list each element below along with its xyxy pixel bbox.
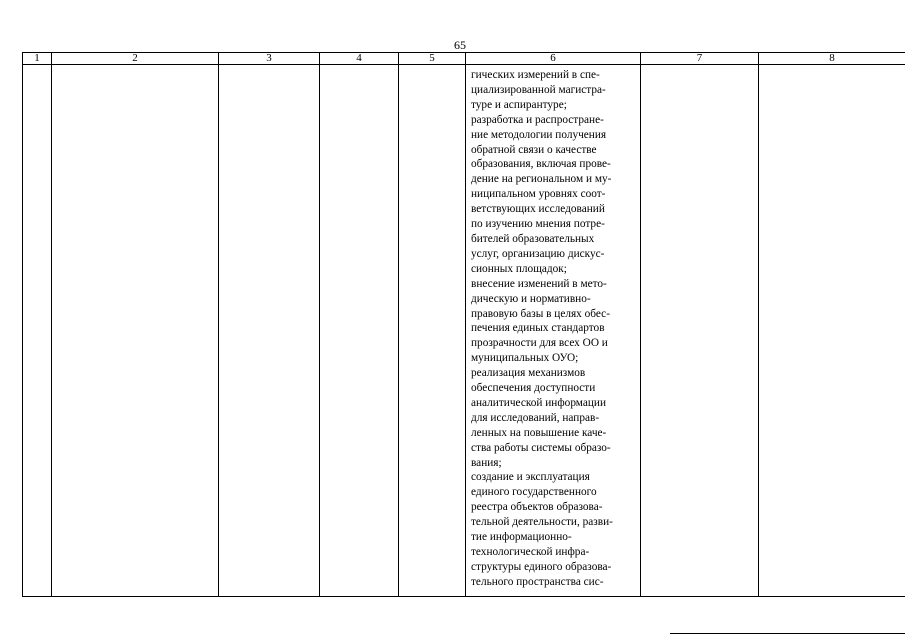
text-line: аналитической информации <box>471 396 607 409</box>
text-line: реестра объектов образова- <box>471 501 603 514</box>
text-line: образования, включая прове- <box>471 158 611 171</box>
text-line: вания; <box>471 456 502 469</box>
footer-rule <box>670 633 905 634</box>
cell-col-3 <box>219 65 320 597</box>
text-line: единого государственного <box>471 486 597 499</box>
column-6-text <box>466 65 640 590</box>
document-table <box>22 52 905 597</box>
text-line: правовую базы в целях обес- <box>471 307 610 320</box>
text-line: технологической инфра- <box>471 546 590 558</box>
column-header-3: 3 <box>219 53 320 65</box>
cell-col-7 <box>641 65 759 597</box>
text-line: обеспечения доступности <box>471 382 596 395</box>
text-line: дическую и нормативно- <box>471 292 591 305</box>
text-line: циализированной магистра- <box>471 83 606 96</box>
column-header-1: 1 <box>23 53 52 65</box>
column-header-8: 8 <box>759 53 905 65</box>
text-line: создание и эксплуатация <box>471 471 590 484</box>
column-header-5: 5 <box>399 53 466 65</box>
text-line: обратной связи о качестве <box>471 143 597 156</box>
text-line: ниципальном уровнях соот- <box>471 188 606 201</box>
table-row <box>23 65 905 597</box>
column-header-6: 6 <box>466 53 641 65</box>
text-line: прозрачности для всех ОО и <box>471 337 608 350</box>
text-line: внесение изменений в мето- <box>471 277 607 290</box>
cell-col-8 <box>759 65 905 597</box>
text-line: сионных площадок; <box>471 262 567 275</box>
text-line: разработка и распростране- <box>471 113 604 126</box>
cell-col-6 <box>466 65 641 597</box>
cell-col-1 <box>23 65 52 597</box>
text-line: ленных на повышение каче- <box>471 426 607 439</box>
text-line: структуры единого образова- <box>471 560 612 573</box>
text-line: по изучению мнения потре- <box>471 218 605 231</box>
text-line: ние методологии получения <box>471 128 607 141</box>
text-line: для исследований, направ- <box>471 411 600 424</box>
text-line: туре и аспирантуре; <box>471 98 567 111</box>
cell-col-2 <box>52 65 219 597</box>
text-line: ветствующих исследований <box>471 203 605 216</box>
text-line: ства работы системы образо- <box>471 441 611 454</box>
text-line: тельной деятельности, разви- <box>471 516 613 529</box>
text-line: дение на региональном и му- <box>471 173 612 186</box>
text-line: печения единых стандартов <box>471 322 605 335</box>
column-number-row <box>23 53 905 65</box>
text-line: гических измерений в спе- <box>471 69 600 81</box>
text-line: тельного пространства сис- <box>471 575 604 588</box>
column-header-7: 7 <box>641 53 759 65</box>
cell-col-5 <box>399 65 466 597</box>
page-number: 65 <box>454 38 466 52</box>
column-header-4: 4 <box>320 53 399 65</box>
text-line: услуг, организацию дискус- <box>471 247 605 260</box>
text-line: муниципальных ОУО; <box>471 352 579 365</box>
text-line: реализация механизмов <box>471 367 586 380</box>
text-line: бителей образовательных <box>471 232 595 245</box>
text-line: тие информационно- <box>471 531 572 544</box>
column-header-2: 2 <box>52 53 219 65</box>
cell-col-4 <box>320 65 399 597</box>
